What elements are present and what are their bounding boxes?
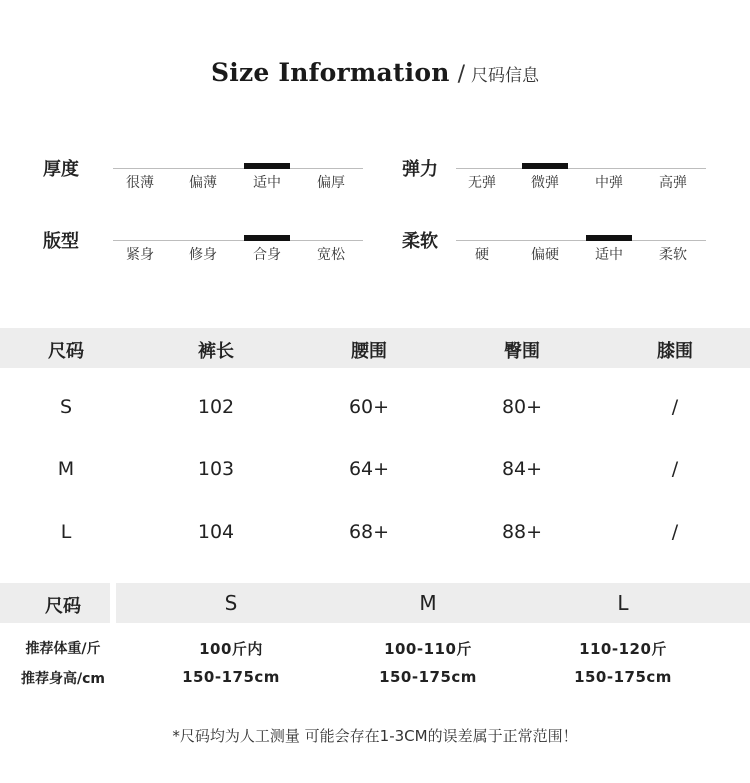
option-label: 高弹 <box>659 175 687 191</box>
table-cell: L <box>60 521 72 543</box>
table-cell: 110-120斤 <box>579 640 667 658</box>
row-label-weight: 推荐体重/斤 <box>25 641 101 657</box>
option-label: 中弹 <box>595 175 623 191</box>
table-cell: 150-175cm <box>182 668 280 686</box>
table-cell: 103 <box>197 458 235 480</box>
attribute-elasticity <box>402 155 732 205</box>
size-table-header: 臀围 <box>504 341 540 362</box>
table-cell: 84+ <box>501 458 543 480</box>
title-slash: / <box>457 62 465 87</box>
table-cell: 68+ <box>348 521 390 543</box>
size-table-header: 膝围 <box>657 341 693 362</box>
recommend-size-header: S <box>224 591 238 615</box>
option-label: 微弹 <box>531 175 559 191</box>
option-label: 适中 <box>595 247 623 263</box>
scale-line <box>113 168 363 169</box>
recommend-size-header: L <box>617 591 629 615</box>
measurement-note: *尺码均为人工测量 可能会存在1-3CM的误差属于正常范围！ <box>172 727 578 745</box>
option-label: 偏薄 <box>189 175 217 191</box>
option-label: 偏厚 <box>317 175 345 191</box>
table-cell: 104 <box>197 521 235 543</box>
title-english: Size Information <box>211 58 450 87</box>
table-cell: / <box>671 521 679 543</box>
table-cell: 102 <box>197 396 235 418</box>
attribute-thickness <box>43 155 373 205</box>
size-table-header: 腰围 <box>351 341 387 362</box>
option-label: 偏硬 <box>531 247 559 263</box>
selected-marker <box>522 163 568 169</box>
table-cell: M <box>57 458 75 480</box>
selected-marker <box>244 163 290 169</box>
option-label: 柔软 <box>659 247 687 263</box>
row-label-height: 推荐身高/cm <box>21 671 105 687</box>
attribute-name: 柔软 <box>402 231 438 252</box>
recommend-header-label: 尺码 <box>45 596 81 617</box>
option-label: 紧身 <box>126 247 154 263</box>
option-label: 很薄 <box>126 175 154 191</box>
title-chinese: 尺码信息 <box>471 66 539 86</box>
scale-line <box>456 168 706 169</box>
table-cell: 60+ <box>348 396 390 418</box>
table-cell: 150-175cm <box>379 668 477 686</box>
option-label: 合身 <box>253 247 281 263</box>
table-cell: 64+ <box>348 458 390 480</box>
attribute-fit <box>43 227 373 277</box>
attribute-softness <box>402 227 732 277</box>
option-label: 硬 <box>475 247 489 263</box>
attribute-name: 弹力 <box>402 159 438 180</box>
table-cell: 80+ <box>501 396 543 418</box>
table-cell: / <box>671 396 679 418</box>
option-label: 宽松 <box>317 247 345 263</box>
table-cell: 150-175cm <box>574 668 672 686</box>
table-cell: 100斤内 <box>199 640 263 658</box>
table-cell: 100-110斤 <box>384 640 472 658</box>
selected-marker <box>244 235 290 241</box>
table-cell: / <box>671 458 679 480</box>
option-label: 修身 <box>189 247 217 263</box>
option-label: 适中 <box>253 175 281 191</box>
page-title <box>0 58 750 87</box>
option-label: 无弹 <box>468 175 496 191</box>
attribute-name: 厚度 <box>43 159 79 180</box>
recommend-size-header: M <box>419 591 437 615</box>
size-table-header: 尺码 <box>48 341 84 362</box>
scale-line <box>456 240 706 241</box>
selected-marker <box>586 235 632 241</box>
attribute-name: 版型 <box>43 231 79 252</box>
size-table-header: 裤长 <box>198 341 234 362</box>
table-cell: S <box>59 396 73 418</box>
table-cell: 88+ <box>501 521 543 543</box>
scale-line <box>113 240 363 241</box>
